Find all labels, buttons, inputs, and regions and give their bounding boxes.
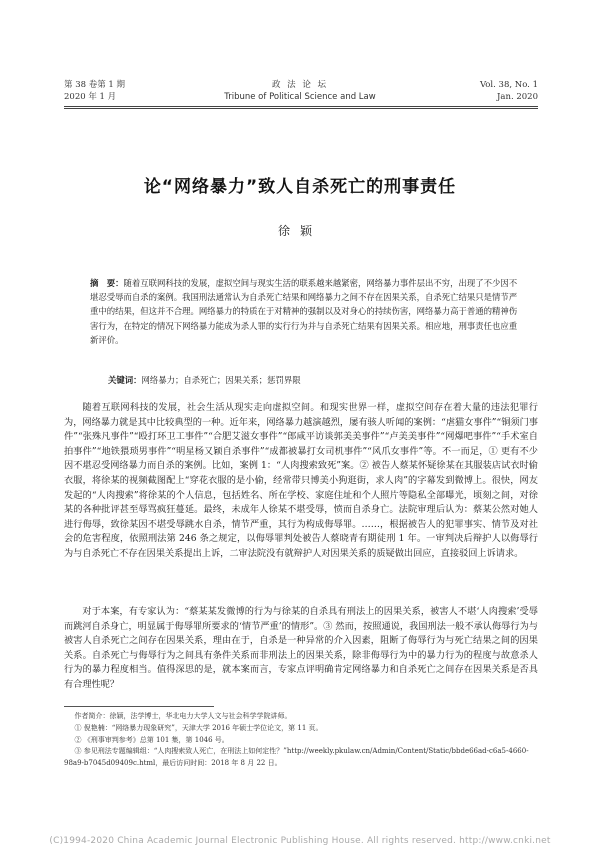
footnote-divider (64, 706, 214, 707)
author-name: 徐颖 (277, 224, 322, 238)
abstract-label: 摘 要： (90, 278, 124, 288)
article-title: 论“网络暴力”致人自杀死亡的刑事责任 (143, 177, 457, 197)
footnotes (64, 711, 538, 770)
footnote-3: ③ 参见刑法专题编辑组：“人肉搜索致人死亡，在刑法上如何定性？”http://weekly.pkulaw.cn/Admin/Content/Static/bbde66ad-c6a5-4660-98a9-b7045d09409c.html，最后访问时间：2018 年 8 月 22 日。 (64, 747, 529, 768)
keywords-label: 关键词： (108, 375, 142, 385)
abstract-text: 随着互联网科技的发展，虚拟空间与现实生活的联系越来越紧密，网络暴力事件层出不穷，出现了不少因不堪忍受辱而自杀的案例。我国刑法通常认为自杀死亡结果和网络暴力之间不存在因果关系，自杀死亡结果只是情节严重中的结果，但这并不合理。网络暴力的特质在于对精神的强制以及对身心的持续伤害，网络暴力高于普通的精神伤害行为，在特定的情况下网络暴力能成为杀人罪的实行行为并与自杀死亡结果有因果关系。相应地，刑事责任也应重新评价。 (90, 278, 518, 345)
footnote-1: ① 倪艳楠：“网络暴力现象研究”，天津大学 2016 年硕士学位论文，第 11 页。 (74, 723, 323, 732)
body-paragraph-2: 对于本案，有专家认为：“蔡某某发微博的行为与徐某的自杀具有刑法上的因果关系，被害人不堪‘人肉搜索’受辱而跳河自杀身亡，明显属于侮辱罪所要求的‘情节严重’的情形”。③ 然而，按照通说，我国刑法一般不承认侮辱行为与被害人自杀死亡之间存在因果关系，理由在于，自杀是一种异常的介入因素，阻断了侮辱行为与死亡结果之间的因果关系。自杀死亡与侮辱行为之间具有条件关系而非刑法上的因果关系，除非侮辱行为中的暴力行为的程度与故意杀人行为的暴力程度相当。值得深思的是，就本案而言，专家点评明确肯定网络暴力和自杀死亡之间存在因果关系是否具有合理性呢？ (64, 606, 538, 690)
date-en: Jan. 2020 (497, 92, 538, 102)
header-rule-top (64, 106, 538, 107)
volume-en: Vol. 38, No. 1 (479, 80, 538, 90)
footnote-author: 作者简介：徐颖，法学博士，华北电力大学人文与社会科学学院讲师。 (74, 712, 292, 720)
journal-name-cn: 政 法 论 坛 (271, 80, 329, 90)
footnote-2: ② 《刑事审判参考》总第 101 集，第 1046 号。 (74, 735, 229, 744)
abstract (90, 276, 520, 347)
journal-name-en: Tribune of Political Science and Law (224, 92, 376, 102)
body-paragraph-1: 随着互联网科技的发展，社会生活从现实走向虚拟空间。和现实世界一样，虚拟空间存在着大量的违法犯罪行为，网络暴力就是其中比较典型的一种。近年来，网络暴力越演越烈，屡有骇人听闻的案例：“虐猫女事件”“铜须门事件”“张殊凡事件”“殴打环卫工事件”“合肥艾滋女事件”“郎咸平访谈郭美美事件”“卢美美事件”“网爆吧事件”“手术室自拍事件”“地铁猥琐男事件”“明星杨又颖自杀事件”“成都被暴打女司机事件”“风爪女事件”等。不一而足，① 更有不少因不堪忍受网络暴力而自杀的案例。比如，案例 1：“人肉搜索致死”案。② 被告人蔡某怀疑徐某在其服装店试衣时偷衣服，将徐某的视频截图配上“穿花衣服的是小偷，经常带只博美小狗逛街，求人肉”的字幕发到微博上。很快，网友发起的“人肉搜索”将徐某的个人信息，包括姓名、所在学校、家庭住址和个人照片等隐私全部曝光，顷刻之间，对徐某的各种批评甚至辱骂疯狂蔓延。最终，未成年人徐某不堪受辱，愤而自杀身亡。法院审理后认为：蔡某公然对她人进行侮辱，致徐某因不堪受辱跳水自杀，情节严重，其行为构成侮辱罪。……，根据被告人的犯罪事实、情节及对社会的危害程度，依照刑法第 246 条之规定，以侮辱罪判处被告人蔡晓青有期徒刑 1 年。一审判决后辩护人以侮辱行为与自杀死亡不存在因果关系提出上诉，二审法院没有就辩护人对因果关系的质疑做出回应，直接驳回上诉请求。 (64, 402, 538, 559)
header-rule-bottom (64, 108, 538, 109)
volume-cn: 第 38 卷第 1 期 (64, 80, 126, 90)
copyright-footer: (C)1994-2020 China Academic Journal Electronic Publishing House. All rights reserved. http://www.cnki.net (49, 836, 551, 846)
keywords (108, 374, 518, 386)
keywords-text: 网络暴力；自杀死亡；因果关系；惩罚界限 (141, 375, 301, 385)
date-cn: 2020 年 1 月 (64, 92, 117, 102)
